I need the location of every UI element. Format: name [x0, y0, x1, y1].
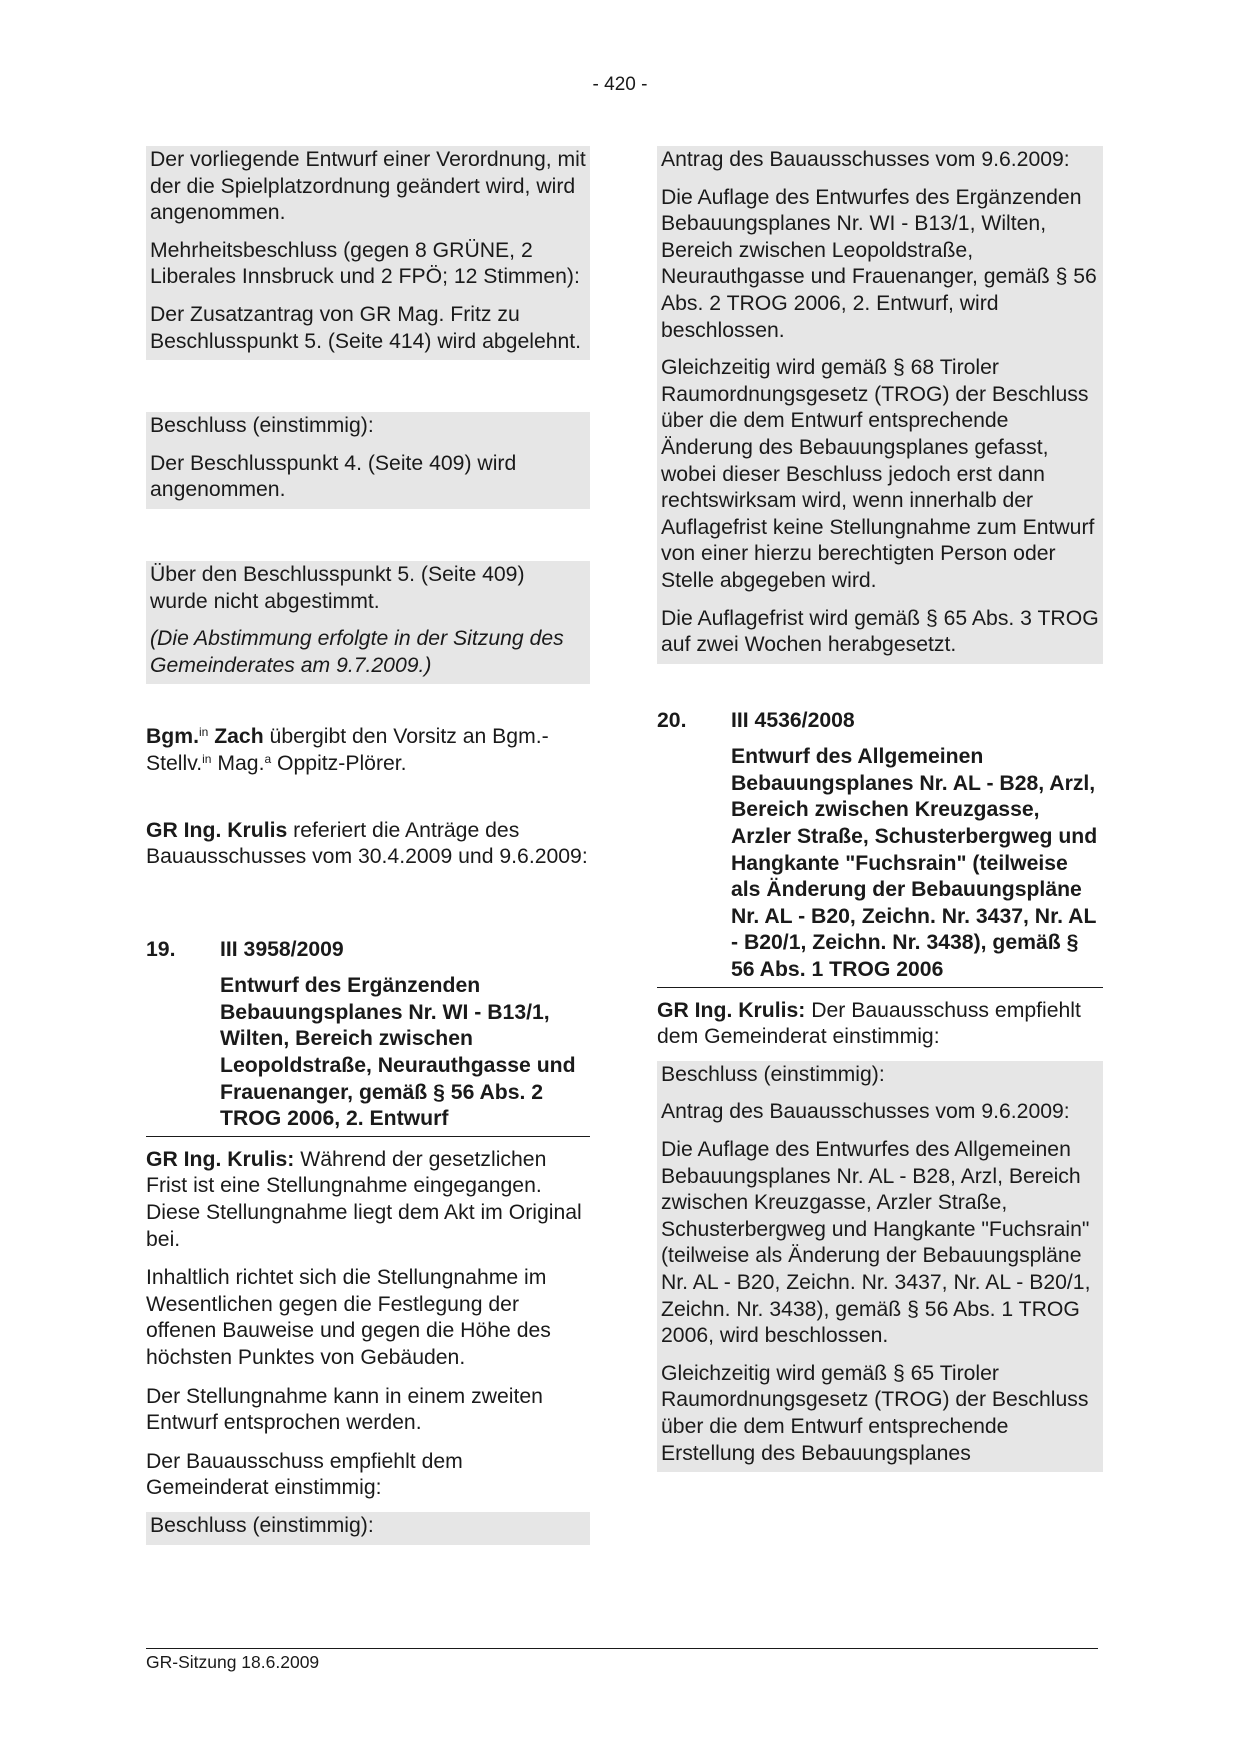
- motion-box-19: [657, 146, 1103, 664]
- speaker-intro-text: GR Ing. Krulis referiert die Anträge des Bauausschusses vom 30.4.2009 und 9.6.2009:: [146, 818, 588, 869]
- majority-vote-text: Mehrheitsbeschluss (gegen 8 GRÜNE, 2 Liberales Innsbruck und 2 FPÖ; 12 Stimmen):: [150, 238, 580, 289]
- resolution-note: (Die Abstimmung erfolgte in der Sitzung des Gemeinderates am 9.7.2009.): [150, 627, 564, 677]
- right-column: [657, 146, 1103, 1472]
- agenda-item-title: Entwurf des Allgemeinen Bebauungsplanes Nr. AL - B28, Arzl, Bereich zwischen Kreuzgasse, Arzler Straße, Schusterbergweg und Hangkante "Fuchsrain" (teilweise als Änderung der Bebauungspläne Nr. AL - B20, Zeichn. Nr. 3437, Nr. AL - B20/1, Zeichn. Nr. 3438), gemäß § 56 Abs. 1 TROG 2006: [731, 745, 1098, 982]
- speaker-statement: GR Ing. Krulis: Während der gesetzlichen Frist ist eine Stellungnahme eingegangen. Diese Stellungnahme liegt dem Akt im Original bei.: [146, 1147, 582, 1251]
- footer-divider: [146, 1648, 1098, 1649]
- vote-label: Beschluss (einstimmig):: [150, 414, 374, 438]
- agenda-item-number: 19.: [146, 937, 176, 961]
- resolution-box-20: [657, 1061, 1103, 1472]
- resolution-box-point-5: [146, 561, 590, 684]
- agenda-item-20: [657, 708, 1103, 988]
- resolution-box-19: [146, 1512, 590, 1545]
- resolution-box-spielplatz: [146, 146, 590, 360]
- agenda-item-reference: III 3958/2009: [220, 937, 344, 961]
- agenda-item-number: 20.: [657, 708, 687, 732]
- resolution-text: Der Zusatzantrag von GR Mag. Fritz zu Beschlusspunkt 5. (Seite 414) wird abgelehnt.: [150, 302, 582, 353]
- body-paragraph: Inhaltlich richtet sich die Stellungnahme im Wesentlichen gegen die Festlegung der offenen Bauweise und gegen die Höhe des höchsten Punktes von Gebäuden.: [146, 1266, 551, 1369]
- motion-text: Gleichzeitig wird gemäß § 68 Tiroler Raumordnungsgesetz (TROG) der Beschluss über die dem Entwurf entsprechende Änderung des Bebauungsplanes gefasst, wobei dieser Beschluss jedoch erst dann rechtswirksam wird, wenn innerhalb der Auflagefrist keine Stellungnahme zum Entwurf von einer hierzu berechtigten Person oder Stelle abgegeben wird.: [661, 356, 1095, 592]
- motion-text: Die Auflage des Entwurfes des Allgemeinen Bebauungsplanes Nr. AL - B28, Arzl, Bereich zwischen Kreuzgasse, Arzler Straße, Schusterbergweg und Hangkante "Fuchsrain" (teilweise als Änderung der Bebauungspläne Nr. AL - B20, Zeichn. Nr. 3437, Nr. AL - B20/1, Zeichn. Nr. 3438), gemäß § 56 Abs. 1 TROG 2006, wird beschlossen.: [661, 1138, 1091, 1348]
- resolution-text: Über den Beschlusspunkt 5. (Seite 409) wurde nicht abgestimmt.: [150, 562, 525, 613]
- left-column: [146, 146, 590, 1545]
- motion-heading: Antrag des Bauausschusses vom 9.6.2009:: [661, 1100, 1070, 1124]
- motion-text: Die Auflage des Entwurfes des Ergänzenden Bebauungsplanes Nr. WI - B13/1, Wilten, Bereich zwischen Leopoldstraße, Neurauthgasse und Frauenanger, gemäß § 56 Abs. 2 TROG 2006, 2. Entwurf, wird beschlossen.: [661, 185, 1097, 342]
- agenda-item-19: [146, 937, 590, 1137]
- agenda-item-reference: III 4536/2008: [731, 708, 855, 732]
- motion-text: Die Auflagefrist wird gemäß § 65 Abs. 3 TROG auf zwei Wochen herabgesetzt.: [661, 606, 1099, 657]
- body-paragraph: Der Stellungnahme kann in einem zweiten Entwurf entsprochen werden.: [146, 1384, 543, 1435]
- footer-session-date: GR-Sitzung 18.6.2009: [146, 1652, 320, 1672]
- motion-text: Gleichzeitig wird gemäß § 65 Tiroler Raumordnungsgesetz (TROG) der Beschluss über die dem Entwurf entsprechende Erstellung des Bebauungsplanes: [661, 1361, 1089, 1465]
- vote-label: Beschluss (einstimmig):: [150, 1513, 374, 1537]
- motion-heading: Antrag des Bauausschusses vom 9.6.2009:: [661, 148, 1070, 171]
- page-number: - 420 -: [592, 74, 648, 95]
- resolution-text: Der vorliegende Entwurf einer Verordnung, mit der die Spielplatzordnung geändert wird, wird angenommen.: [150, 148, 586, 225]
- speaker-statement: GR Ing. Krulis: Der Bauausschuss empfiehlt dem Gemeinderat einstimmig:: [657, 998, 1081, 1049]
- body-paragraph: Der Bauausschuss empfiehlt dem Gemeinderat einstimmig:: [146, 1449, 463, 1500]
- resolution-text: Der Beschlusspunkt 4. (Seite 409) wird angenommen.: [150, 451, 517, 502]
- vote-label: Beschluss (einstimmig):: [661, 1062, 885, 1086]
- chair-handover-text: Bgm.$^{in}$ Zach übergibt den Vorsitz an Bgm.-Stellv.$^{in}$ Mag.$^a$ Oppitz-Plörer.: [146, 725, 549, 775]
- resolution-box-point-4: [146, 412, 590, 509]
- agenda-item-title: Entwurf des Ergänzenden Bebauungsplanes Nr. WI - B13/1, Wilten, Bereich zwischen Leopoldstraße, Neurauthgasse und Frauenanger, gemäß § 56 Abs. 2 TROG 2006, 2. Entwurf: [220, 974, 576, 1131]
